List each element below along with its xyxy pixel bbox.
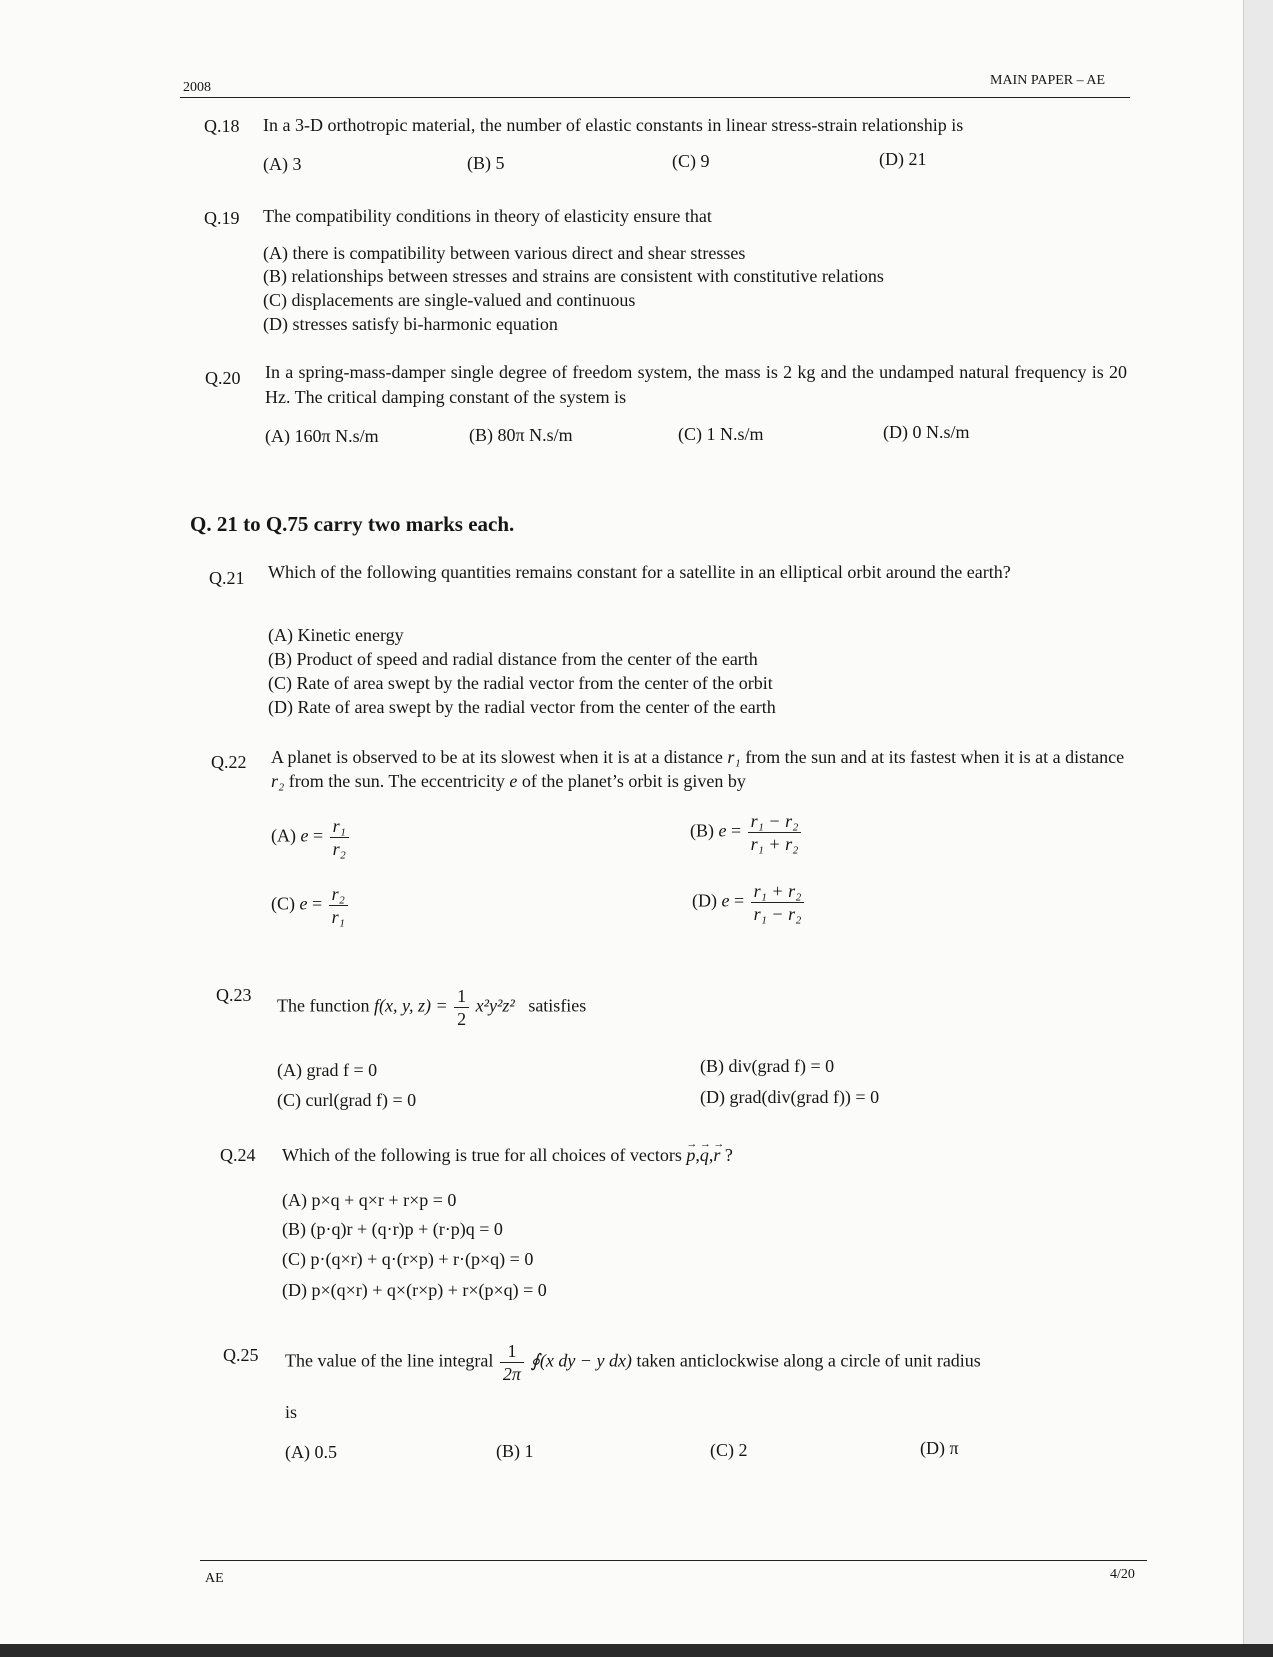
option-d: (D) Rate of area swept by the radial vector from the center of the earth: [268, 697, 776, 717]
option-b: (B) 5: [467, 153, 505, 173]
option-c: (C) displacements are single-valued and continuous: [263, 290, 636, 310]
option-c: (C) e = $\frac{\text{r₂}}{\text{r₁}}$: [271, 883, 350, 928]
fraction: $\frac{\text{r₁}}{\text{r₂}}$: [330, 815, 349, 860]
fraction-half: $\frac{1}{2}$: [454, 985, 469, 1030]
header-year: 2008: [183, 80, 211, 95]
question-number: Q.24: [220, 1145, 256, 1165]
option-b: (B) e = $\frac{\text{r₁ − r₂}}{\text{r₁ + r₂}}$: [690, 810, 803, 855]
fraction: $\frac{\text{r₁ − r₂}}{\text{r₁ + r₂}}$: [748, 810, 802, 855]
option-c: (C) 2: [710, 1440, 748, 1460]
question-text-cont: is: [285, 1402, 298, 1422]
question-number: Q.18: [204, 116, 240, 136]
e-symbol: e: [509, 771, 518, 791]
option-b: (B) Product of speed and radial distance from the center of the earth: [268, 649, 758, 669]
fraction: $\frac{\text{r₂}}{\text{r₁}}$: [329, 883, 348, 928]
option-a: (A) grad f = 0: [277, 1060, 378, 1080]
integral-body: ∮(x dy − y dx): [530, 1350, 632, 1371]
footer-code: AE: [205, 1571, 224, 1586]
question-text-line1: A planet is observed to be at its slowest when it is at a distance r₁ from the sun and at its fastest when it is at a distance: [271, 747, 1125, 767]
question-number: Q.21: [209, 568, 245, 588]
footer-page-number: 4/20: [1110, 1567, 1135, 1582]
fraction: $\frac{\text{r₁ + r₂}}{\text{r₁ − r₂}}$: [751, 880, 805, 925]
option-c: (C) 1 N.s/m: [678, 424, 764, 444]
fraction-integral: $\frac{1}{2\pi}$: [500, 1340, 524, 1385]
question-text-line2: r₂ from the sun. The eccentricity e of the planet’s orbit is given by: [271, 771, 746, 791]
option-b: (B) div(grad f) = 0: [700, 1056, 835, 1076]
option-d: (D) grad(div(grad f)) = 0: [700, 1087, 880, 1107]
question-number: Q.19: [204, 208, 240, 228]
footer-rule: [200, 1560, 1147, 1561]
option-d: (D) e = $\frac{\text{r₁ + r₂}}{\text{r₁ − r₂}}$: [692, 880, 806, 925]
question-number: Q.23: [216, 985, 252, 1005]
option-b: (B) (p·q)r + (q·r)p + (r·p)q = 0: [282, 1219, 503, 1239]
option-a: (A) e = $\frac{\text{r₁}}{\text{r₂}}$: [271, 815, 351, 860]
question-text: Which of the following quantities remains constant for a satellite in an elliptical orbit around the earth?: [268, 562, 1011, 582]
header-paper: MAIN PAPER – AE: [990, 73, 1106, 88]
option-a: (A) p×q + q×r + r×p = 0: [282, 1190, 457, 1210]
option-d: (D) 21: [879, 149, 927, 169]
option-a: (A) Kinetic energy: [268, 625, 404, 645]
question-text: Which of the following is true for all choices of vectors → p,→ q,→ r ?: [282, 1143, 733, 1168]
option-d: (D) stresses satisfy bi-harmonic equation: [263, 314, 558, 334]
option-c: (C) 9: [672, 151, 710, 171]
option-c: (C) p·(q×r) + q·(r×p) + r·(p×q) = 0: [282, 1249, 534, 1269]
option-d: (D) 0 N.s/m: [883, 422, 970, 442]
option-b: (B) 80π N.s/m: [469, 425, 573, 445]
option-a: (A) 3: [263, 154, 302, 174]
question-text: The function f(x, y, z) = $\frac{1}{2}$ x²y²z² satisfies: [277, 986, 587, 1029]
option-d: (D) p×(q×r) + q×(r×p) + r×(p×q) = 0: [282, 1280, 547, 1300]
function-rhs: x²y²z²: [475, 995, 515, 1016]
option-a: (A) 160π N.s/m: [265, 426, 379, 446]
option-a: (A) there is compatibility between various direct and shear stresses: [263, 243, 746, 263]
question-number: Q.20: [205, 368, 241, 388]
r2-symbol: r₂: [271, 771, 285, 791]
option-b: (B) 1: [496, 1441, 534, 1461]
question-text: The value of the line integral $\frac{1}{2\pi}$ ∮(x dy − y dx) taken anticlockwise along a circle of unit radius: [285, 1341, 981, 1384]
question-text: The compatibility conditions in theory of elasticity ensure that: [263, 206, 712, 226]
header-rule: [180, 97, 1130, 98]
section-heading: Q. 21 to Q.75 carry two marks each.: [190, 512, 515, 536]
question-text: In a spring-mass-damper single degree of freedom system, the mass is 2 kg and the undamped natural frequency is 20 Hz. The critical damping constant of the system is: [265, 362, 1127, 407]
question-number: Q.22: [211, 752, 247, 772]
function-lhs: f(x, y, z) =: [373, 995, 448, 1016]
scan-bottom-band: [0, 1644, 1273, 1657]
question-text: In a 3-D orthotropic material, the number of elastic constants in linear stress-strain relationship is: [263, 115, 964, 135]
r1-symbol: r₁: [727, 747, 741, 767]
option-d: (D) π: [920, 1438, 959, 1458]
scan-edge: [1243, 0, 1273, 1657]
option-b: (B) relationships between stresses and strains are consistent with constitutive relations: [263, 266, 884, 286]
option-c: (C) curl(grad f) = 0: [277, 1090, 417, 1110]
option-a: (A) 0.5: [285, 1442, 337, 1462]
option-c: (C) Rate of area swept by the radial vector from the center of the orbit: [268, 673, 773, 693]
question-number: Q.25: [223, 1345, 259, 1365]
